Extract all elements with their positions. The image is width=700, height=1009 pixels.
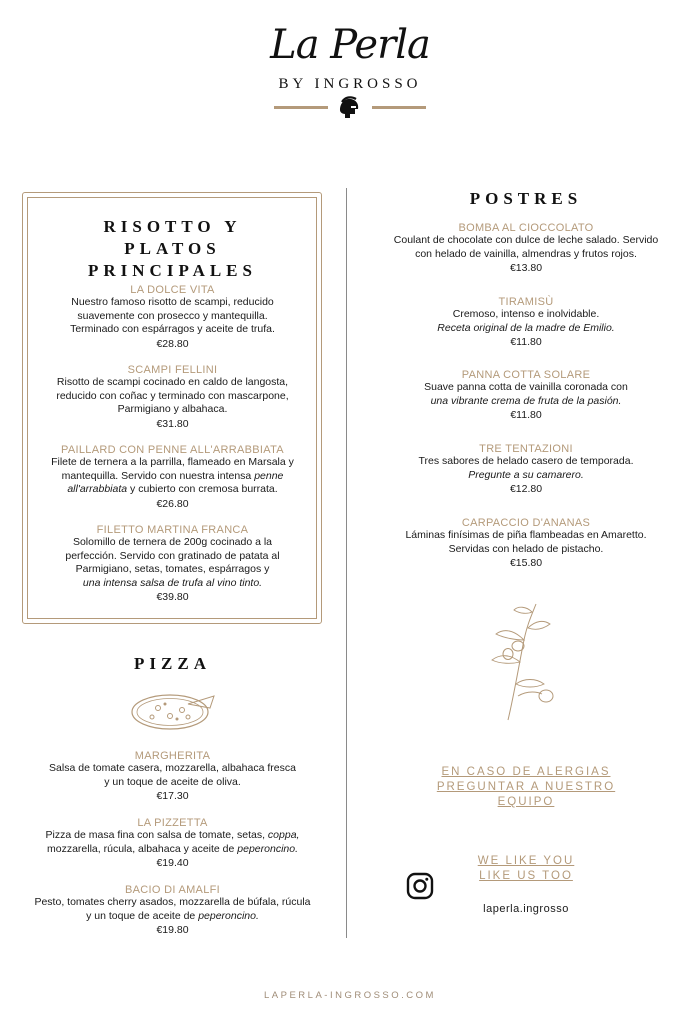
item-price: €39.80: [156, 591, 189, 604]
item-name: PANNA COTTA SOLARE: [461, 369, 591, 381]
warrior-helmet-icon: [336, 96, 362, 120]
item-price: €19.80: [156, 924, 189, 937]
item-description: Tres sabores de helado casero de temporada. Pregunte a su camarero.: [418, 455, 634, 481]
menu-item: [30, 524, 315, 604]
item-name: BOMBA AL CIOCCOLATO: [458, 222, 594, 234]
item-name: BACIO DI AMALFI: [125, 884, 220, 896]
item-price: €13.80: [509, 262, 543, 275]
item-name: TIRAMISÙ: [498, 296, 554, 308]
instagram-icon[interactable]: [406, 872, 434, 900]
item-description: Láminas finísimas de piña flambeadas en Amaretto. Servidas con helado de pistacho.: [405, 529, 647, 555]
item-price: €11.80: [510, 336, 542, 349]
item-name: LA DOLCE VITA: [130, 284, 215, 296]
footer-website[interactable]: LAPERLA-INGROSSO.COM: [264, 990, 436, 1001]
item-price: €17.30: [156, 790, 189, 803]
item-name: FILETTO MARTINA FRANCA: [96, 524, 249, 536]
item-name: PAILLARD CON PENNE ALL'ARRABBIATA: [61, 444, 284, 456]
logo-script: La Perla: [270, 22, 430, 68]
item-price: €12.80: [509, 483, 543, 496]
menu-item: [376, 222, 676, 275]
pizza-icon: [130, 688, 216, 732]
menu-item: [376, 517, 676, 570]
item-name: TRE TENTAZIONI: [479, 443, 573, 455]
item-price: €11.80: [510, 409, 542, 422]
item-description: Pesto, tomates cherry asados, mozzarella de búfala, rúcula y un toque de aceite de peperoncino.: [34, 896, 311, 922]
menu-item: [30, 884, 315, 937]
instagram-handle[interactable]: laperla.ingrosso: [483, 903, 569, 915]
item-price: €31.80: [156, 417, 189, 430]
item-price: €15.80: [509, 557, 543, 570]
ornament-line-right: [372, 106, 426, 109]
item-description: Cremoso, intenso e inolvidable. Receta original de la madre de Emilio.: [437, 308, 615, 334]
item-description: Coulant de chocolate con dulce de leche salado. Servido con helado de vainilla, almendras y frutos rojos.: [393, 234, 659, 260]
item-name: MARGHERITA: [134, 750, 211, 762]
menu-item: [30, 364, 315, 431]
postres-section-title: POSTRES: [469, 189, 583, 208]
logo-ornament: [274, 96, 426, 118]
item-description: Filete de ternera a la parrilla, flameado en Marsala y mantequilla. Servido con nuestra intensa penne all'arrabbiata y cubierto con cremosa burrata.: [51, 456, 294, 496]
menu-item: [30, 750, 315, 803]
menu-item: [376, 296, 676, 349]
pizza-section-title: PIZZA: [134, 654, 211, 673]
column-divider: [346, 188, 347, 938]
item-name: LA PIZZETTA: [137, 817, 208, 829]
menu-item: [30, 444, 315, 511]
item-price: €28.80: [156, 337, 189, 350]
item-description: Solomillo de ternera de 200g cocinado a la perfección. Servido con gratinado de patata al Parmigiano, setas, tomates, espárragos y una intensa salsa de trufa al vino tinto.: [65, 536, 280, 589]
item-description: Suave panna cotta de vainilla coronada con una vibrante crema de fruta de la pasión.: [424, 381, 628, 407]
header: [0, 18, 700, 93]
item-price: €19.40: [156, 857, 189, 870]
allergy-note: EN CASO DE ALERGIAS PREGUNTAR A NUESTRO EQUIPO: [436, 766, 616, 808]
menu-item: [376, 443, 676, 496]
social-tagline: WE LIKE YOU LIKE US TOO: [477, 855, 575, 882]
ornament-line-left: [274, 106, 328, 109]
olive-branch-icon: [484, 600, 568, 724]
item-description: Risotto de scampi cocinado en caldo de langosta, reducido con coñac y terminado con mascarpone, Parmigiano y albahaca.: [56, 376, 289, 416]
item-name: CARPACCIO D'ANANAS: [461, 517, 591, 529]
risotto-section-title: RISOTTO Y PLATOS PRINCIPALES: [88, 217, 257, 280]
item-description: Nuestro famoso risotto de scampi, reducido suavemente con prosecco y mantequilla. Terminado con espárragos y aceite de trufa.: [70, 296, 275, 336]
menu-item: [30, 284, 315, 351]
logo-subtitle: BY INGROSSO: [278, 76, 422, 92]
menu-item: [376, 369, 676, 422]
item-name: SCAMPI FELLINI: [127, 364, 218, 376]
menu-item: [30, 817, 315, 870]
item-price: €26.80: [156, 497, 189, 510]
item-description: Salsa de tomate casera, mozzarella, albahaca fresca y un toque de aceite de oliva.: [49, 762, 296, 788]
item-description: Pizza de masa fina con salsa de tomate, setas, coppa, mozzarella, rúcula, albahaca y aceite de peperoncino.: [45, 829, 300, 855]
